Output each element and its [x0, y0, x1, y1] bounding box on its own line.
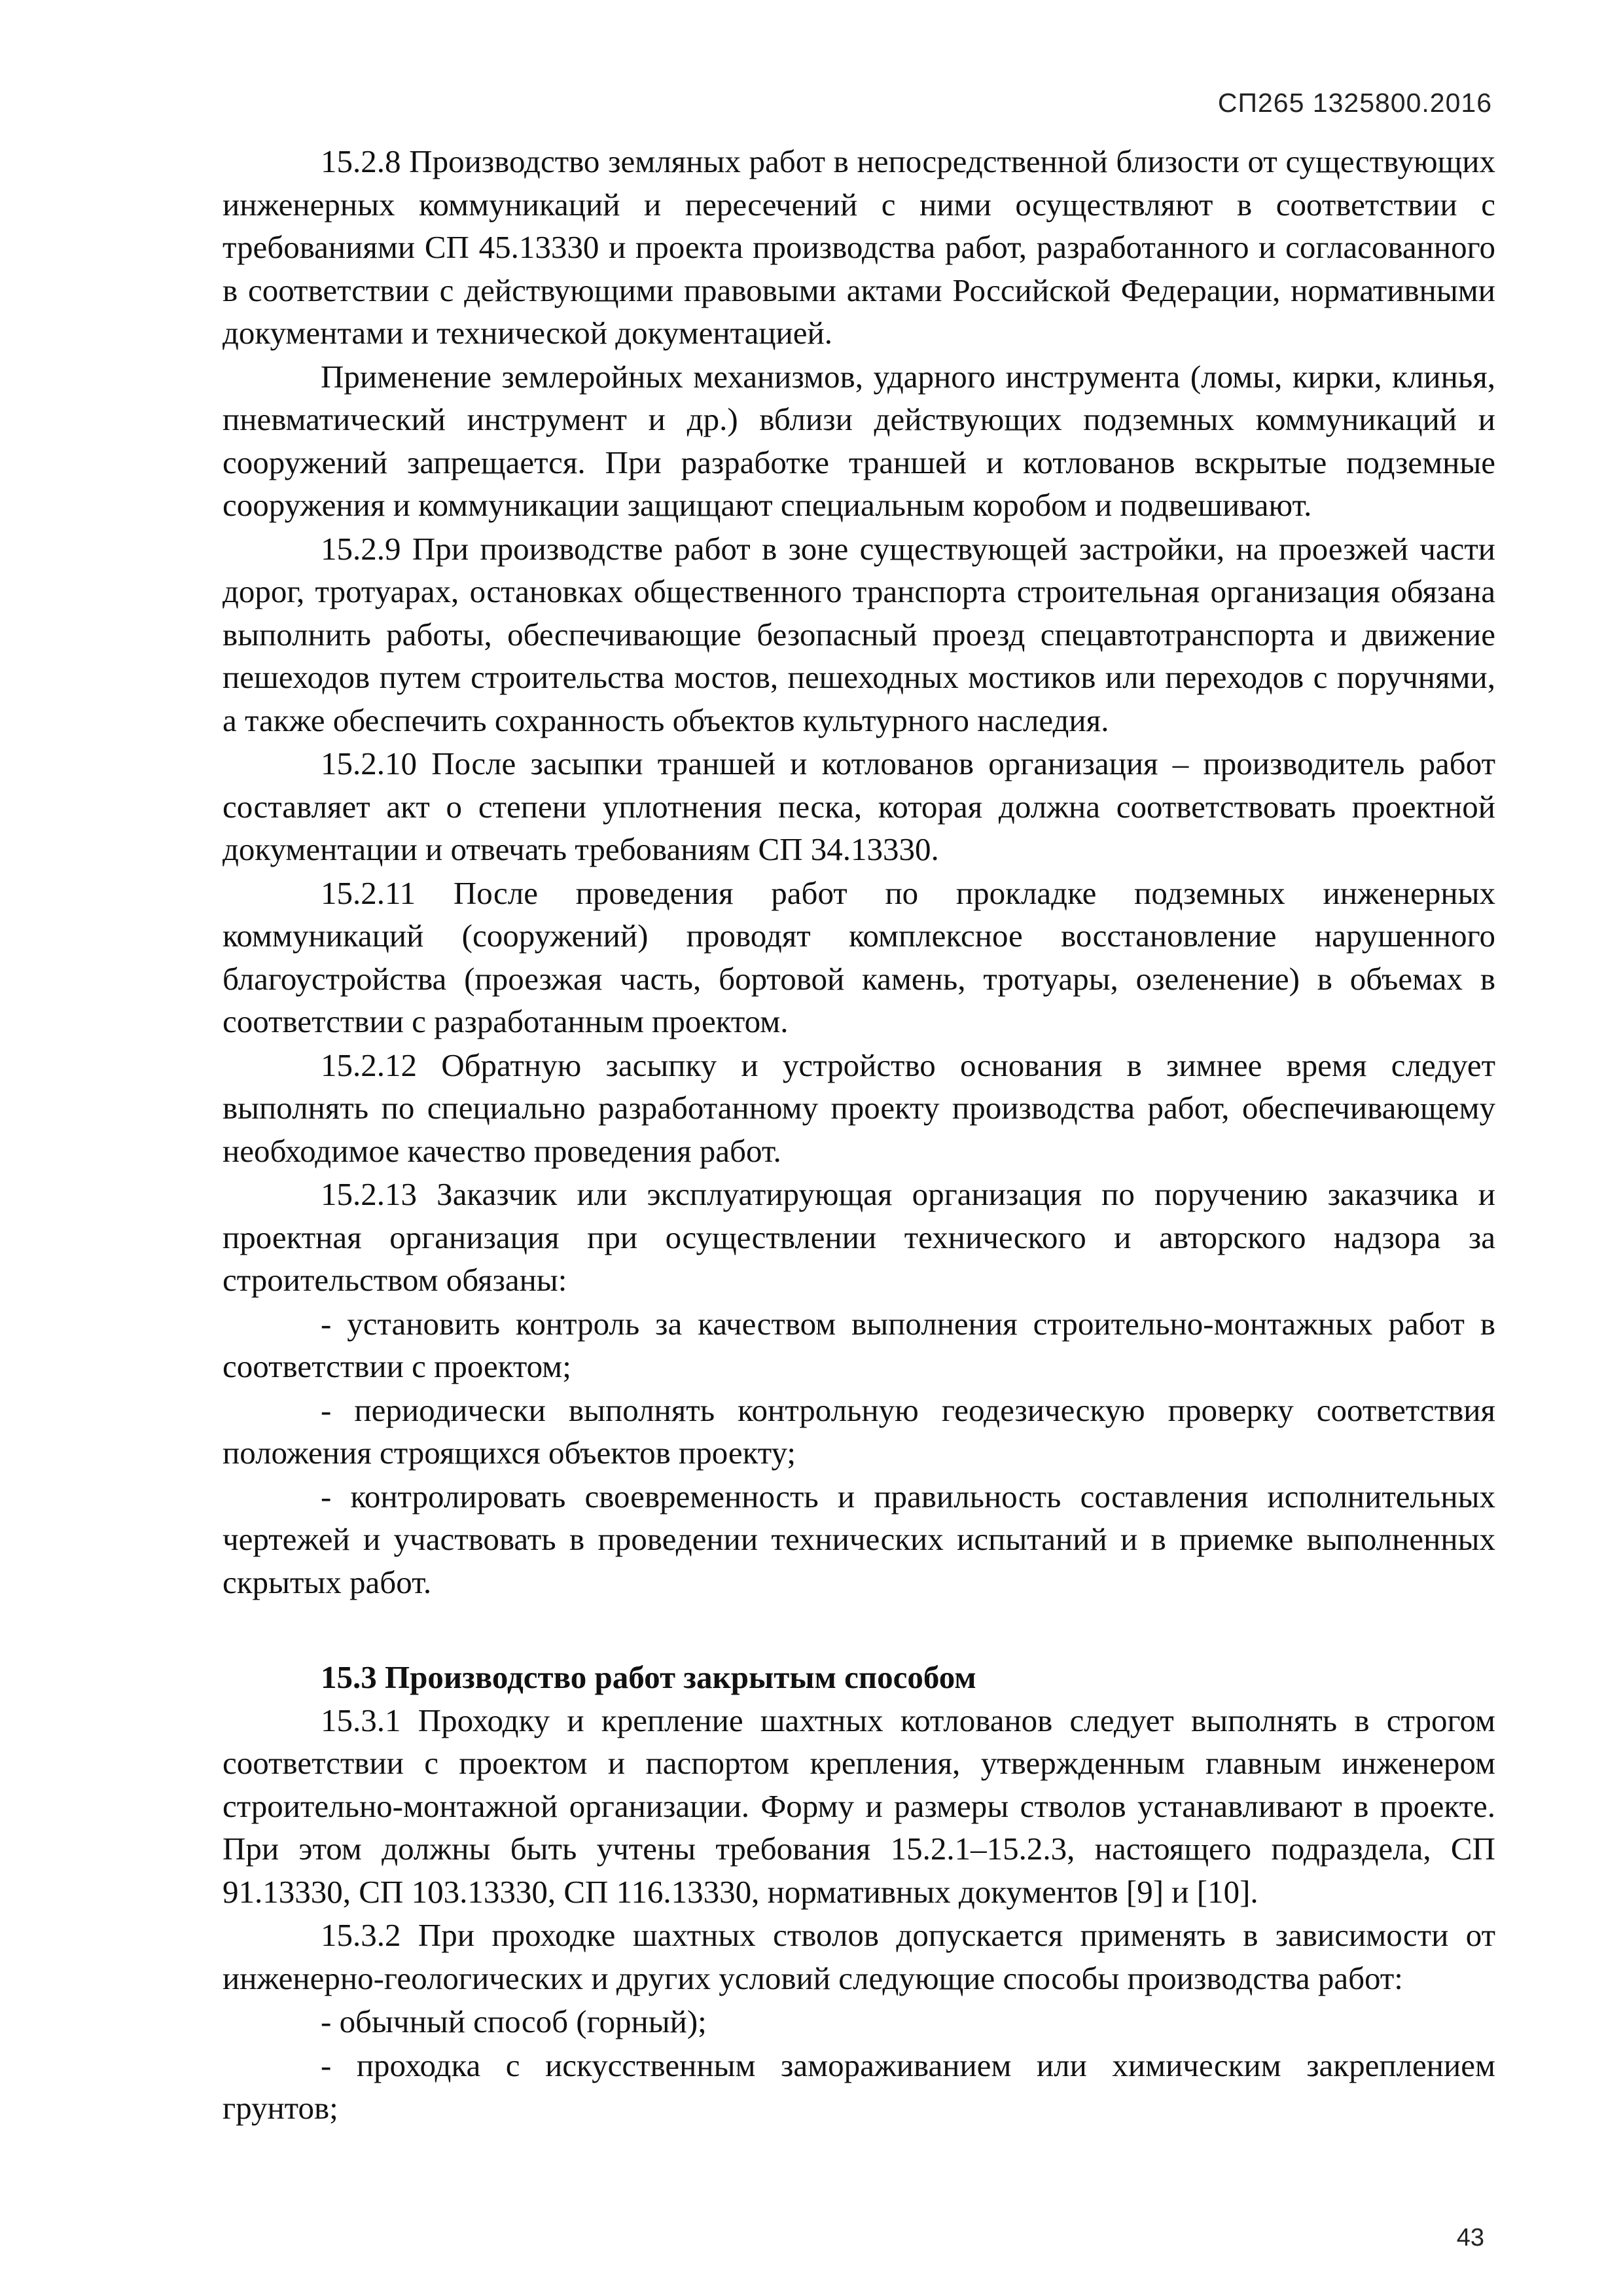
page-number: 43 [1456, 2224, 1484, 2251]
document-code: СП265 1325800.2016 [1217, 88, 1492, 118]
list-item-quality-control: - установить контроль за качеством выполнения строительно-монтажных работ в соответствии с проектом; [223, 1305, 1495, 1384]
list-item-as-built-drawings: - контролировать своевременность и правильность составления исполнительных чертежей и участвовать в проведении технических испытаний и в приемке выполненных скрытых работ. [223, 1478, 1495, 1600]
paragraph-15-2-10: 15.2.10 После засыпки траншей и котлованов организация – производитель работ составляет акт о степени уплотнения песка, которая должна соответствовать проектной документации и отвечать требованиям СП 34.13330. [223, 745, 1495, 867]
list-item-freezing-method: - проходка с искусственным замораживанием или химическим закреплением грунтов; [223, 2047, 1495, 2126]
paragraph-15-2-8: 15.2.8 Производство земляных работ в непосредственной близости от существующих инженерных коммуникаций и пересечений с ними осуществляют в соответствии с требованиями СП 45.13330 и проекта производства работ, разработанного и согласованного в соответствии с действующими правовыми актами Российской Федерации, нормативными документами и технической документацией. [223, 143, 1495, 351]
section-heading-15-3: 15.3 Производство работ закрытым способом [321, 1659, 976, 1695]
list-item-conventional-method: - обычный способ (горный); [321, 2003, 707, 2039]
paragraph-15-3-1: 15.3.1 Проходку и крепление шахтных котлованов следует выполнять в строгом соответствии с проектом и паспортом крепления, утвержденным главным инженером строительно-монтажной организации. Форму и размеры стволов устанавливают в проекте. При этом должны быть учтены требования 15.2.1–15.2.3, настоящего подраздела, СП 91.13330, СП 103.13330, СП 116.13330, нормативных документов [9] и [10]. [223, 1702, 1495, 1910]
paragraph-earthmoving-restriction: Применение землеройных механизмов, ударного инструмента (ломы, кирки, клинья, пневматический инструмент и др.) вблизи действующих подземных коммуникаций и сооружений запрещается. При разработке траншей и котлованов вскрытые подземные сооружения и коммуникации защищают специальным коробом и подвешивают. [223, 358, 1495, 523]
paragraph-15-2-9: 15.2.9 При производстве работ в зоне существующей застройки, на проезжей части дорог, тротуарах, остановках общественного транспорта строительная организация обязана выполнить работы, обеспечивающие безопасный проезд спецавтотранспорта и движение пешеходов путем строительства мостов, пешеходных мостиков или переходов с поручнями, а также обеспечить сохранность объектов культурного наследия. [223, 530, 1495, 738]
paragraph-15-2-12: 15.2.12 Обратную засыпку и устройство основания в зимнее время следует выполнять по специально разработанному проекту производства работ, обеспечивающему необходимое качество проведения работ. [223, 1047, 1495, 1169]
list-item-geodetic-check: - периодически выполнять контрольную геодезическую проверку соответствия положения строящихся объектов проекту; [223, 1391, 1495, 1471]
paragraph-15-3-2: 15.3.2 При проходке шахтных стволов допускается применять в зависимости от инженерно-геологических и других условий следующие способы производства работ: [223, 1917, 1495, 1996]
paragraph-15-2-11: 15.2.11 После проведения работ по прокладке подземных инженерных коммуникаций (сооружений) проводят комплексное восстановление нарушенного благоустройства (проезжая часть, бортовой камень, тротуары, озеленение) в объемах в соответствии с разработанным проектом. [223, 874, 1495, 1039]
paragraph-15-2-13: 15.2.13 Заказчик или эксплуатирующая организация по поручению заказчика и проектная организация при осуществлении технического и авторского надзора за строительством обязаны: [223, 1176, 1495, 1298]
document-body [223, 140, 1495, 2130]
